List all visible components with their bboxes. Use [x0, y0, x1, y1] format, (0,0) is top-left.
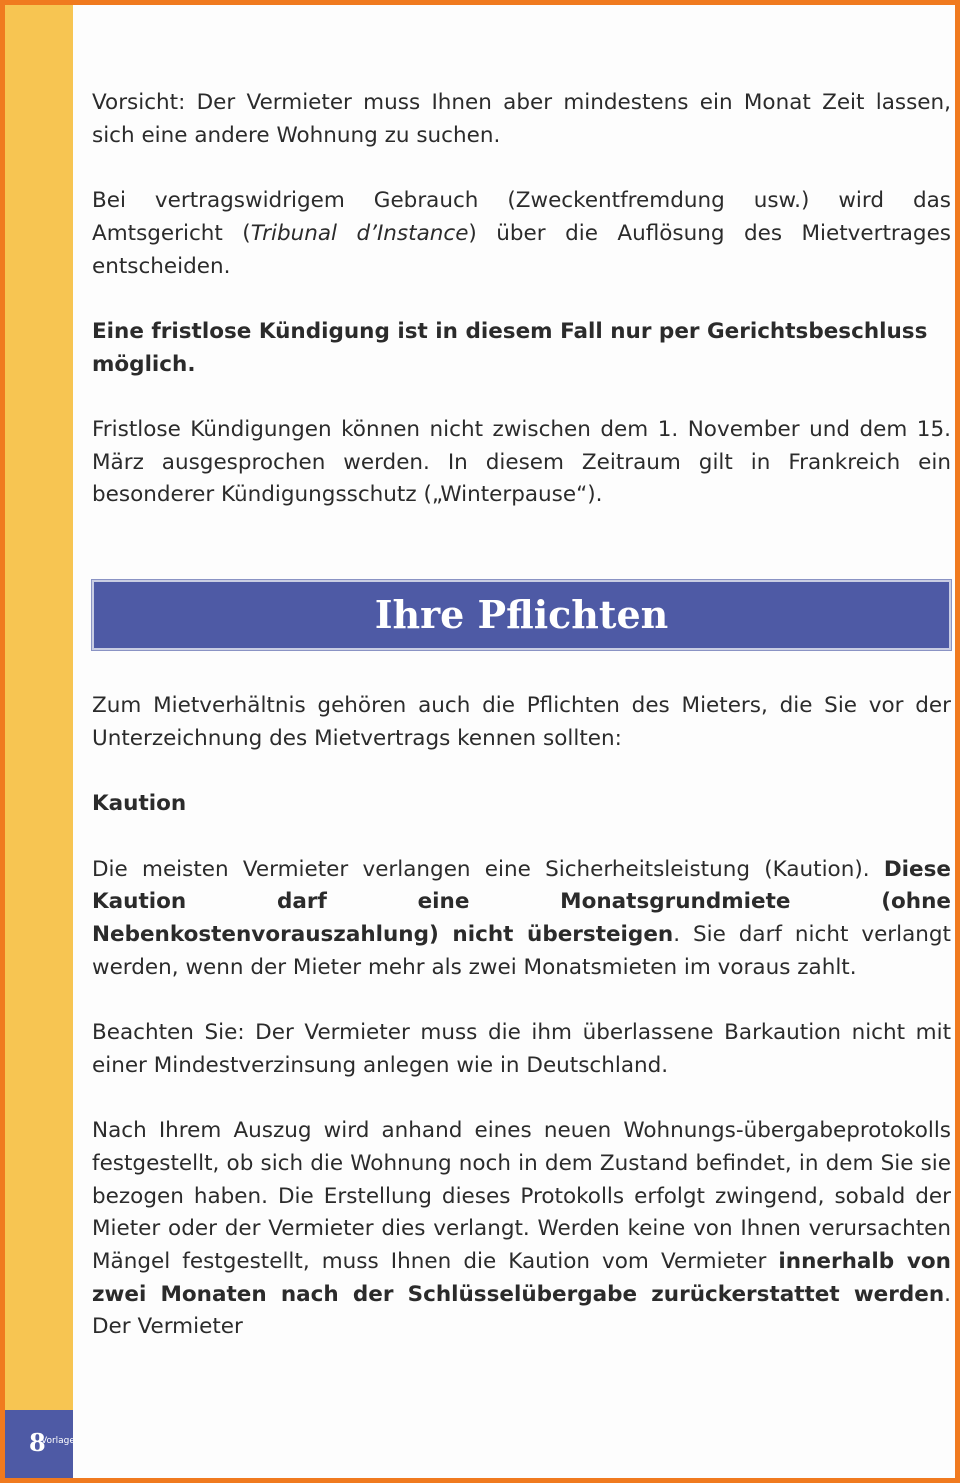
page-number: 8 [29, 1428, 46, 1457]
paragraph-interest: Beachten Sie: Der Vermieter muss die ihm überlassene Barkaution nicht mit einer Mindestverzinsung anlegen wie in Deutschland. [92, 1020, 951, 1078]
paragraph-misuse [92, 185, 951, 283]
subheading-kaution: Kaution [92, 791, 187, 817]
paragraph-handover [92, 1115, 951, 1344]
page-number-box [5, 1410, 73, 1478]
paragraph-handover-bold: innerhalb von zwei Monaten nach der Schlüsselübergabe zurückerstattet werden [92, 1248, 951, 1307]
main-content [92, 87, 951, 1377]
paragraph-notice: Vorsicht: Der Vermieter muss Ihnen aber mindestens ein Monat Zeit lassen, sich eine andere Wohnung zu suchen. [92, 90, 951, 148]
paragraph-tenant-duties: Zum Mietverhältnis gehören auch die Pflichten des Mieters, die Sie vor der Unterzeichnung des Mietvertrags kennen sollten: [92, 693, 951, 751]
paragraph-misuse-part2: ) über die Auflösung des Mietvertrages entscheiden. [92, 220, 951, 279]
paragraph-deposit-part2: . Sie darf nicht verlangt werden, wenn der Mieter mehr als zwei Monatsmieten im voraus zahlt. [92, 921, 951, 980]
paragraph-court-order: Eine fristlose Kündigung ist in diesem Fall nur per Gerichtsbeschluss möglich. [92, 318, 928, 377]
paragraph-deposit [92, 854, 951, 985]
paragraph-deposit-bold: Diese Kaution darf eine Monatsgrundmiete (ohne Nebenkostenvorauszahlung) nicht übersteigen [92, 856, 951, 947]
page-number-label: Vorlage [41, 1436, 75, 1446]
paragraph-misuse-part1: Bei vertragswidrigem Gebrauch (Zweckentfremdung usw.) wird das Amtsgericht ( [92, 188, 951, 246]
court-name: Tribunal d’Instance [250, 220, 469, 246]
paragraph-deposit-part1: Die meisten Vermieter verlangen eine Sicherheitsleistung (Kaution). [92, 856, 884, 882]
section-title-banner [92, 580, 951, 650]
paragraph-winter-break: Fristlose Kündigungen können nicht zwischen dem 1. November und dem 15. März ausgesprochen werden. In diesem Zeitraum gilt in Frankreich ein besonderer Kündigungsschutz („Winterpause“). [92, 416, 951, 508]
left-sidebar-stripe [5, 5, 73, 1410]
section-title: Ihre Pflichten [374, 591, 669, 637]
paragraph-handover-part1: Nach Ihrem Auszug wird anhand eines neuen Wohnungs-übergabeprotokolls festgestellt, ob sich die Wohnung noch in dem Zustand befindet, in dem Sie sie bezogen haben. Die Erstellung dieses Protokolls erfolgt zwingend, sobald der Mieter oder der Vermieter dies verlangt. Werden keine von Ihnen verursachten Mängel festgestellt, muss Ihnen die Kaution vom Vermieter [92, 1118, 951, 1274]
paragraph-handover-part2: . Der Vermieter [92, 1281, 951, 1340]
